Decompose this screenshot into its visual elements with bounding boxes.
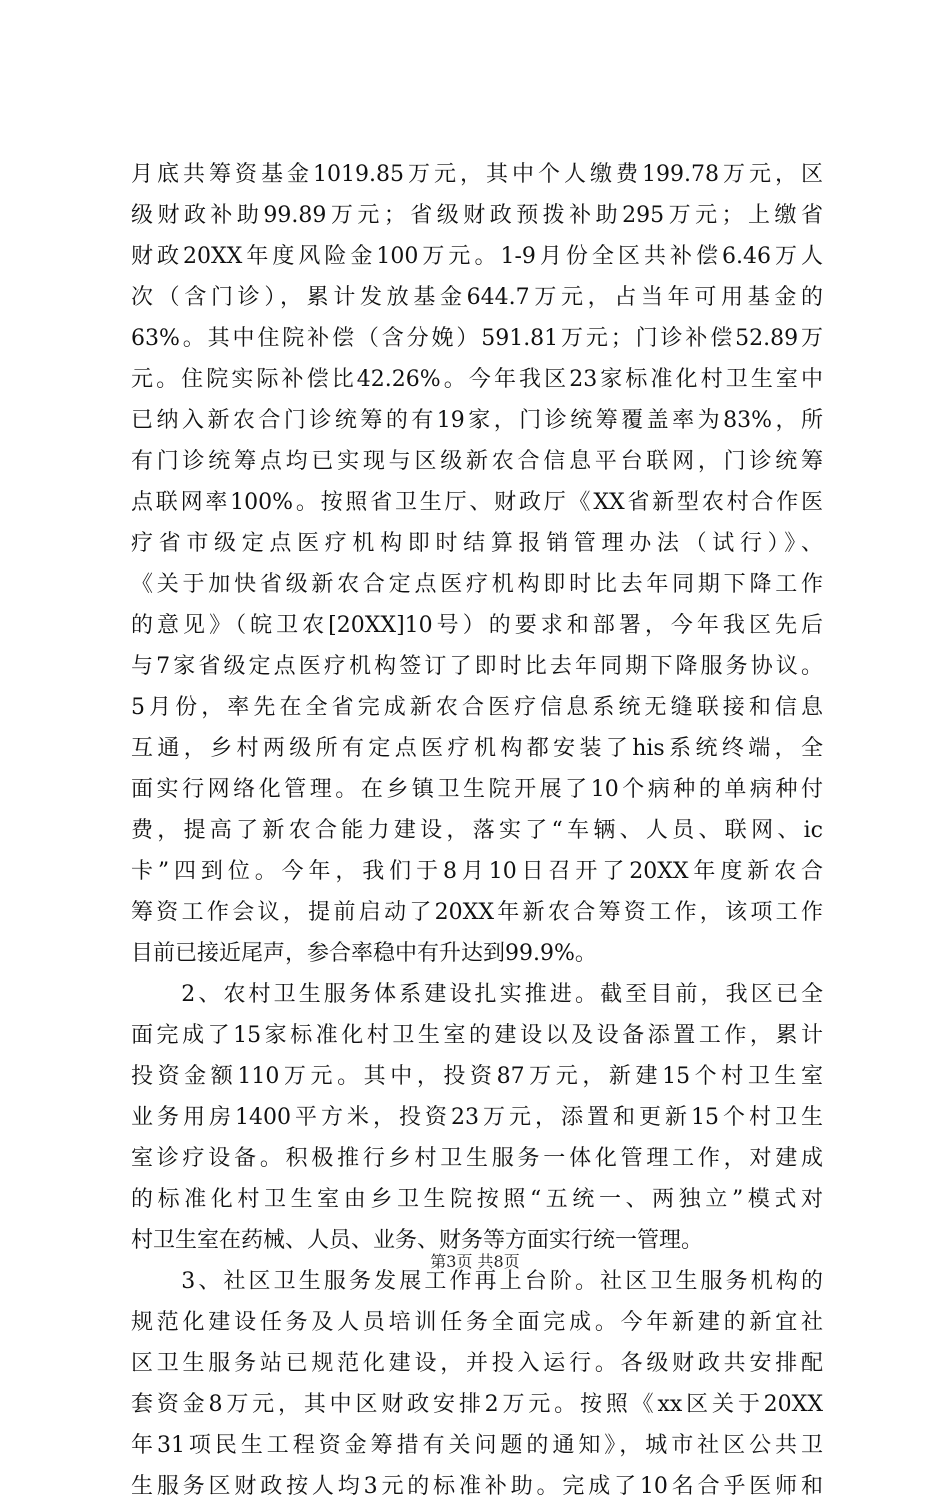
text-line: 村卫生室在药械、人员、业务、财务等方面实行统一管理。 [131,1228,704,1253]
text-line: 互通，乡村两级所有定点医疗机构都安装了his系统终端，全 [131,736,823,761]
text-line: 年31项民生工程资金筹措有关问题的通知》，城市社区公共卫 [131,1433,823,1458]
text-line: 的标准化村卫生室由乡卫生院按照“五统一、两独立”模式对 [131,1187,823,1212]
text-line: 投资金额110万元。其中，投资87万元，新建15个村卫生室 [131,1064,823,1089]
text-line: 室诊疗设备。积极推行乡村卫生服务一体化管理工作，对建成 [131,1146,823,1171]
text-line: 业务用房1400平方米，投资23万元，添置和更新15个村卫生 [131,1105,823,1130]
page-footer: 第3页 共8页 [430,1252,520,1271]
text-line: 点联网率100%。按照省卫生厅、财政厅《XX省新型农村合作医 [131,490,823,515]
text-line: 目前已接近尾声，参合率稳中有升达到99.9%。 [131,941,597,966]
text-line: 疗省市级定点医疗机构即时结算报销管理办法（试行）》、 [131,531,823,556]
text-line: 套资金8万元，其中区财政安排2万元。按照《xx区关于20XX [131,1392,823,1417]
text-line: 财政20XX年度风险金100万元。1-9月份全区共补偿6.46万人 [131,244,823,269]
text-line: 月底共筹资基金1019.85万元，其中个人缴费199.78万元，区 [131,162,823,187]
text-line: 卡”四到位。今年，我们于8月10日召开了20XX年度新农合 [131,859,823,884]
text-line: 有门诊统筹点均已实现与区级新农合信息平台联网，门诊统筹 [131,449,823,474]
text-line: 《关于加快省级新农合定点医疗机构即时比去年同期下降工作 [131,572,823,597]
text-line: 已纳入新农合门诊统筹的有19家，门诊统筹覆盖率为83%，所 [131,408,823,433]
text-line: 次（含门诊），累计发放基金644.7万元，占当年可用基金的 [131,285,823,310]
text-line: 费，提高了新农合能力建设，落实了“车辆、人员、联网、ic [131,818,823,843]
text-line: 面完成了15家标准化村卫生室的建设以及设备添置工作，累计 [131,1023,823,1048]
text-line: 与7家省级定点医疗机构签订了即时比去年同期下降服务协议。 [131,654,823,679]
text-line: 规范化建设任务及人员培训任务全面完成。今年新建的新宜社 [131,1310,823,1335]
text-line: 区卫生服务站已规范化建设，并投入运行。各级财政共安排配 [131,1351,823,1376]
text-line: 3、社区卫生服务发展工作再上台阶。社区卫生服务机构的 [131,1269,823,1294]
document-body [131,154,823,1507]
text-line: 筹资工作会议，提前启动了20XX年新农合筹资工作，该项工作 [131,900,823,925]
text-line: 63%。其中住院补偿（含分娩）591.81万元；门诊补偿52.89万 [131,326,823,351]
text-line: 2、农村卫生服务体系建设扎实推进。截至目前，我区已全 [131,982,823,1007]
text-line: 生服务区财政按人均3元的标准补助。完成了10名合乎医师和 [131,1474,823,1499]
text-line: 面实行网络化管理。在乡镇卫生院开展了10个病种的单病种付 [131,777,823,802]
text-line: 5月份，率先在全省完成新农合医疗信息系统无缝联接和信息 [131,695,823,720]
text-line: 的意见》（皖卫农[20XX]10号）的要求和部署，今年我区先后 [131,613,823,638]
text-line: 元。住院实际补偿比42.26%。今年我区23家标准化村卫生室中 [131,367,823,392]
text-line: 级财政补助99.89万元；省级财政预拨补助295万元；上缴省 [131,203,823,228]
